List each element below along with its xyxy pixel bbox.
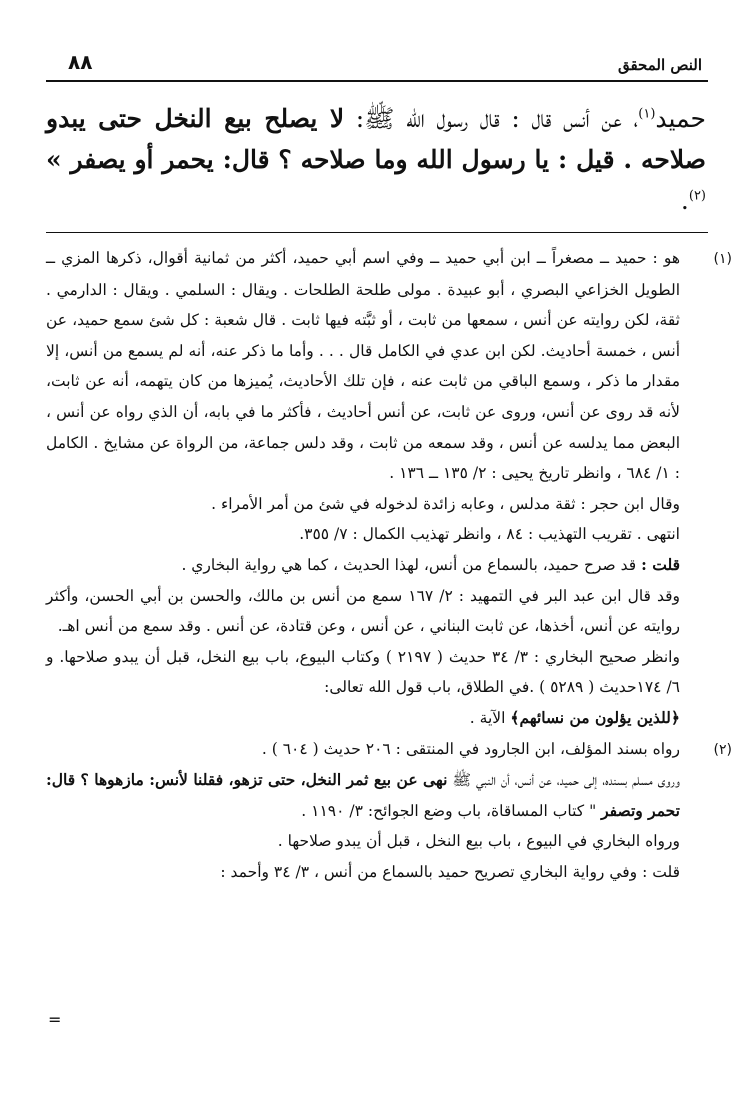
quran-quote: ﴿للذين يؤلون من نسائهم﴾ [510,707,680,727]
hadith-text: لا يصلح بيع النخل حتى يبدو صلاحه . قيل : يا رسول الله وما صلاحه ؟ قال: يحمر أو يصفر » [46,104,706,174]
footnote-rule [46,232,708,233]
footnote-text: وقد قال ابن عبد البر في التمهيد : ٢/ ١٦٧ سمع من أنس بن مالك، والحسن بن أبي الحسن، وأكثر روايته عن أنس، أخذها، عن ثابت البناني ، عن أنس ، وعن قتادة، عن أنس . وقد سمع من أنس اهـ. [46,586,680,636]
footnote-text: قلت : وفي رواية البخاري تصريح حميد بالسماع من أنس ، ٣/ ٣٤ وأحمد : [220,862,680,881]
footnote-text: الآية . [469,708,511,727]
footnote-text: انتهى . تقريب التهذيب : ٨٤ ، وانظر تهذيب الكمال : ٧/ ٣٥٥. [299,525,680,544]
main-ending: . [680,186,689,215]
hadith-quote: نهى عن بيع ثمر النخل، حتى تزهو، فقلنا لأنس: مازهوها ؟ قال: تحمر وتصفر [46,770,680,820]
continuation-mark: = [48,1010,62,1029]
footnote-text: وانظر صحيح البخاري : ٣/ ٣٤ حديث ( ٢١٩٧ ) وكتاب البيوع، باب بيع النخل، قبل أن يبدو صلاحها. و ٦/ ١٧٤حديث ( ٥٢٨٩ ) .في الطلاق، باب قول الله تعالى: [46,647,680,697]
note-ref: (٢) [688,188,706,204]
footnote-number: (١) [713,251,732,267]
footnote-text: ورواه البخاري في البيوع ، باب بيع النخل ، قبل أن يبدو صلاحها . [277,832,680,851]
main-segment: حميد [655,104,706,133]
footnote-paragraph [46,765,706,826]
footnote-number: (٢) [713,741,732,758]
main-segment: ، عن أنس قال : قال رسول الله ﷺ: [344,104,639,133]
footnote-text: وقال ابن حجر : ثقة مدلس ، وعابه زائدة لدخوله في شئ من أمر الأمراء . [211,494,680,513]
footnote-paragraph [46,243,732,489]
footnote-text: " كتاب المساقاة، باب وضع الجوائح: ٣/ ١١٩٠ . [301,801,602,820]
footnotes [46,243,732,887]
footnote-paragraph [46,550,706,581]
note-ref: (١) [638,106,656,122]
footnote-paragraph [46,734,732,766]
footnote-lead: قلت : [641,554,680,574]
footnote-paragraph [46,642,706,734]
footnote-text: وروى مسلم بسنده، إلى حميد، عن أنس، أن النبي ﷺ [447,771,680,790]
main-text [46,98,706,221]
header-rule [46,80,708,82]
footnote-paragraph [46,826,706,857]
footnote-paragraph [46,519,706,550]
footnote-paragraph [46,489,706,520]
footnote-paragraph [46,581,706,642]
footnote-text: رواه بسند المؤلف، ابن الجارود في المنتقى : ٢٠٦ حديث ( ٦٠٤ ) . [261,739,680,758]
footnote-text: هو : حميد ــ مصغراً ــ ابن أبي حميد ــ وفي اسم أبي حميد، أكثر من ثمانية أقوال، ذكرها المزي ــ الطويل الخزاعي البصري ، أبو عبيدة . مولى طلحة الطلحات . ويقال : السلمي . ويقال : الدارمي . ثقة، لكن روايته عن أنس ، سمعها من ثابت ، أو ثبَّته فيها ثابت . قال شعبة : كل شئ سمع حميد، عن أنس ، خمسة أحاديث. لكن ابن عدي في الكامل قال . . . وأما ما ذكر عنه، أنه لم يسمع من أنس، إلا مقدار ما ذكر ، وسمع الباقي من ثابت عنه ، فإن تلك الأحاديث، يُميزها من كان يتهمه، أنه عن ثابت، لأنه قد روى عن أنس، وروى عن ثابت، عن أنس أحاديث ، فأكثر ما في بابه، أن الذي رواه عن أنس ، البعض مما يدلسه عن أنس ، وقد سمعه من ثابت ، وقد دلس جماعة، من الرواة عن مشايخ . الكامل : ١/ ٦٨٤ ، وانظر تاريخ يحيى : ٢/ ١٣٥ ــ ١٣٦ . [46,249,681,483]
footnote-paragraph [46,857,706,888]
running-title: النص المحقق [617,56,702,74]
page-number: ٨٨ [68,50,93,74]
footnote-text: قد صرح حميد، بالسماع من أنس، لهذا الحديث ، كما هي رواية البخاري . [181,555,642,574]
